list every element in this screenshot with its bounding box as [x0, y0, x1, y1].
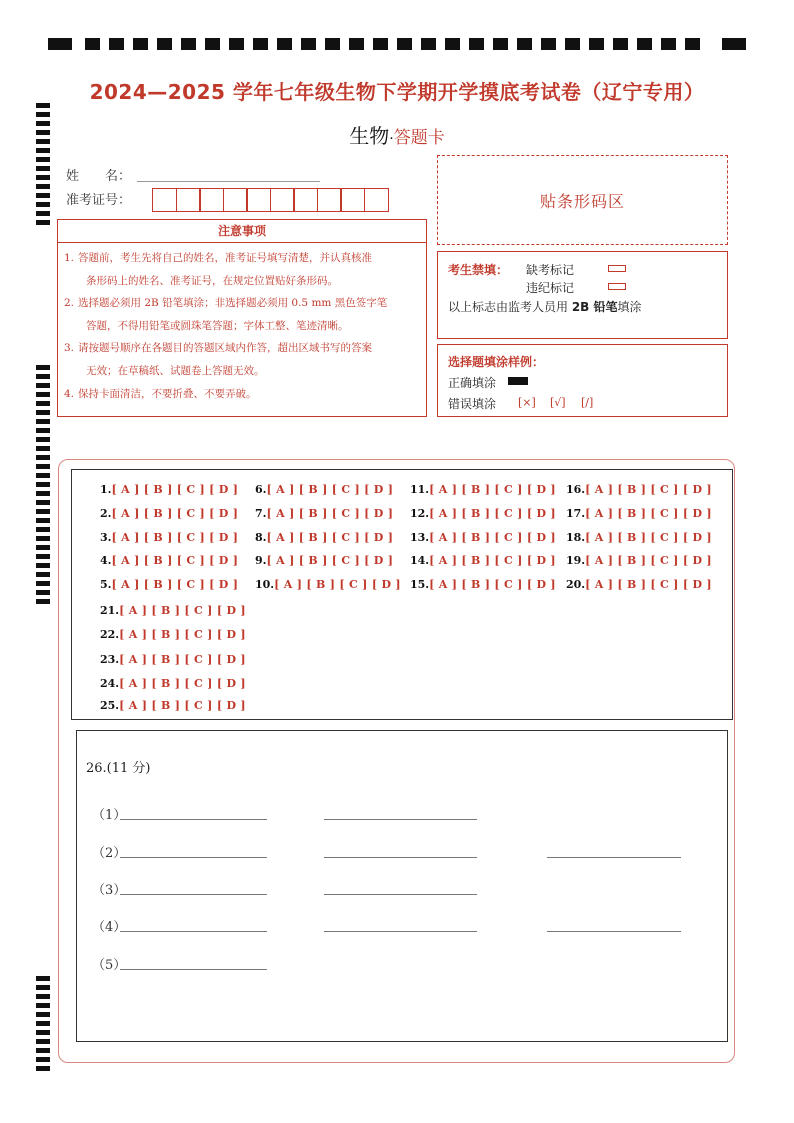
exam-title: 2024—2025 学年七年级生物下学期开学摸底考试卷（辽宁专用）	[89, 80, 705, 104]
notice-item	[64, 247, 418, 270]
answer-options[interactable]: [ A ] [ B ] [ C ] [ D ]	[266, 531, 394, 544]
timing-mark	[36, 392, 50, 397]
choice-question-20[interactable]	[566, 578, 712, 591]
part-4-label: （4）	[92, 920, 127, 935]
notice-item-number	[64, 315, 78, 338]
examiner-note-post: 填涂	[617, 300, 642, 314]
barcode-label: 贴条形码区	[539, 191, 625, 211]
choice-question-11[interactable]	[410, 483, 556, 496]
notice-item-number: 1.	[64, 252, 75, 264]
timing-mark	[613, 38, 628, 50]
timing-mark	[253, 38, 268, 50]
question-number: 6.	[255, 483, 267, 496]
timing-mark	[48, 38, 72, 50]
subject-name: 生物	[349, 124, 390, 148]
id-digit-box[interactable]	[317, 188, 342, 212]
choice-question-19[interactable]	[566, 554, 712, 567]
wrong-mark-slash: [/]	[581, 396, 594, 409]
part-1-blank-2[interactable]	[324, 818, 477, 820]
question-number: 16.	[566, 483, 586, 496]
question-number: 22.	[100, 628, 120, 641]
notice-item-number	[64, 360, 78, 383]
timing-mark	[36, 419, 50, 424]
barcode-area	[437, 155, 728, 245]
timing-mark	[637, 38, 652, 50]
choice-question-17[interactable]	[566, 507, 712, 520]
answer-options[interactable]: [ A ] [ B ] [ C ] [ D ]	[585, 531, 712, 544]
id-label: 准考证号：	[66, 193, 132, 208]
timing-mark	[157, 38, 172, 50]
answer-options[interactable]: [ A ] [ B ] [ C ] [ D ]	[119, 677, 246, 690]
choice-question-2[interactable]	[100, 507, 238, 520]
answer-options[interactable]: [ A ] [ B ] [ C ] [ D ]	[266, 507, 394, 520]
question-number: 8.	[255, 531, 267, 544]
question-26-title: 26.(11 分)	[86, 761, 151, 776]
question-number: 15.	[410, 578, 430, 591]
question-number: 12.	[410, 507, 430, 520]
answer-options[interactable]: [ A ] [ B ] [ C ] [ D ]	[266, 554, 394, 567]
notice-box	[57, 219, 427, 417]
timing-mark	[36, 112, 50, 117]
timing-mark	[36, 985, 50, 990]
timing-mark	[85, 38, 100, 50]
timing-mark	[722, 38, 746, 50]
id-digit-box[interactable]	[340, 188, 365, 212]
timing-mark	[685, 38, 700, 50]
timing-mark	[36, 563, 50, 568]
id-digit-box[interactable]	[176, 188, 201, 212]
timing-mark	[445, 38, 460, 50]
part-4-blank-2[interactable]	[324, 930, 477, 932]
notice-item	[64, 292, 418, 315]
question-number: 5.	[100, 578, 112, 591]
notice-list	[58, 243, 426, 405]
part-5-label: （5）	[92, 958, 127, 973]
timing-mark	[36, 1048, 50, 1053]
id-digit-box[interactable]	[270, 188, 295, 212]
notice-item-text: 选择题必须用 2B 铅笔填涂；非选择题必须用 0.5 mm 黑色签字笔	[78, 297, 388, 310]
timing-mark	[421, 38, 436, 50]
examiner-only-box	[437, 251, 728, 339]
question-number: 17.	[566, 507, 586, 520]
timing-mark	[36, 1030, 50, 1035]
timing-mark	[36, 536, 50, 541]
examiner-note	[448, 298, 642, 315]
timing-mark	[36, 410, 50, 415]
timing-mark	[36, 455, 50, 460]
timing-mark	[325, 38, 340, 50]
forbidden-heading: 考生禁填：	[448, 263, 509, 277]
answer-options[interactable]: [ A ] [ B ] [ C ] [ D ]	[111, 507, 239, 520]
exam-id-boxes[interactable]	[152, 188, 387, 212]
part-1-label: （1）	[92, 808, 127, 823]
notice-item	[64, 383, 418, 406]
timing-mark	[36, 383, 50, 388]
notice-item-text: 答题，不得用铅笔或圆珠笔答题；字体工整、笔迹清晰。	[86, 319, 349, 332]
timing-mark	[36, 491, 50, 496]
timing-mark	[36, 482, 50, 487]
choice-question-9[interactable]	[255, 554, 393, 567]
notice-item	[64, 315, 418, 338]
choice-question-16[interactable]	[566, 483, 712, 496]
timing-mark	[301, 38, 316, 50]
timing-mark	[36, 545, 50, 550]
timing-mark	[277, 38, 292, 50]
notice-item-number: 3.	[64, 342, 75, 355]
answer-options[interactable]: [ A ] [ B ] [ C ] [ D ]	[111, 531, 239, 544]
timing-mark	[36, 428, 50, 433]
answer-options[interactable]: [ A ] [ B ] [ C ] [ D ]	[429, 578, 556, 591]
timing-mark	[36, 590, 50, 595]
question-number: 2.	[100, 507, 112, 520]
timing-mark	[469, 38, 484, 50]
correct-fill-mark	[508, 377, 528, 385]
timing-mark	[36, 184, 50, 189]
answer-options[interactable]: [ A ] [ B ] [ C ] [ D ]	[266, 483, 394, 496]
timing-mark	[205, 38, 220, 50]
notice-item-text: 条形码上的姓名、准考证号，在规定位置贴好条形码。	[86, 274, 338, 287]
part-3-blank-2[interactable]	[324, 893, 477, 895]
notice-item	[64, 337, 418, 360]
answer-options[interactable]: [ A ] [ B ] [ C ] [ D ]	[585, 507, 712, 520]
question-number: 1.	[100, 483, 112, 496]
question-number: 4.	[100, 554, 112, 567]
question-number: 3.	[100, 531, 112, 544]
notice-item-text: 无效；在草稿纸、试题卷上答题无效。	[86, 364, 265, 377]
choice-question-13[interactable]	[410, 531, 556, 544]
notice-heading: 注意事项	[58, 220, 426, 243]
timing-mark	[36, 994, 50, 999]
card-label: 答题卡	[393, 128, 445, 148]
timing-mark	[36, 599, 50, 604]
choice-question-8[interactable]	[255, 531, 393, 544]
answer-options[interactable]: [ A ] [ B ] [ C ] [ D ]	[429, 531, 556, 544]
answer-options[interactable]: [ A ] [ B ] [ C ] [ D ]	[119, 604, 246, 617]
examiner-note-pre: 以上标志由监考人员用	[448, 300, 572, 314]
notice-item-number: 4.	[64, 387, 75, 400]
timing-mark	[36, 554, 50, 559]
timing-mark	[36, 1003, 50, 1008]
timing-marks-left-middle	[36, 365, 52, 600]
timing-mark	[36, 175, 50, 180]
timing-mark	[36, 1012, 50, 1017]
choice-question-7[interactable]	[255, 507, 393, 520]
fill-sample-box	[437, 344, 728, 417]
timing-mark	[661, 38, 676, 50]
answer-options[interactable]: [ A ] [ B ] [ C ] [ D ]	[111, 578, 239, 591]
question-number: 23.	[100, 653, 120, 666]
examiner-note-bold: 2B 铅笔	[571, 300, 618, 314]
part-3-blank-1[interactable]	[120, 893, 267, 895]
short-answer-area	[76, 730, 728, 1042]
answer-options[interactable]: [ A ] [ B ] [ C ] [ D ]	[274, 578, 401, 591]
subtitle-separator: ·	[389, 131, 394, 147]
name-field[interactable]	[137, 180, 320, 182]
timing-mark	[36, 220, 50, 225]
timing-mark	[36, 518, 50, 523]
answer-options[interactable]: [ A ] [ B ] [ C ] [ D ]	[429, 483, 556, 496]
question-number: 20.	[566, 578, 586, 591]
choice-question-23[interactable]	[100, 653, 246, 666]
part-2-blank-2[interactable]	[324, 856, 477, 858]
correct-fill-label: 正确填涂	[448, 376, 497, 390]
part-3-label: （3）	[92, 883, 127, 898]
timing-mark	[493, 38, 508, 50]
choice-question-14[interactable]	[410, 554, 556, 567]
timing-marks-left-lower	[36, 976, 52, 1068]
question-number: 14.	[410, 554, 430, 567]
part-4-blank-1[interactable]	[120, 930, 267, 932]
id-digit-box[interactable]	[293, 188, 318, 212]
id-digit-box[interactable]	[199, 188, 224, 212]
timing-mark	[589, 38, 604, 50]
id-digit-box[interactable]	[364, 188, 389, 212]
id-digit-box[interactable]	[246, 188, 271, 212]
part-2-blank-1[interactable]	[120, 856, 267, 858]
timing-mark	[36, 1057, 50, 1062]
timing-mark	[36, 446, 50, 451]
fill-sample-heading: 选择题填涂样例：	[448, 355, 545, 369]
choice-question-25[interactable]	[100, 699, 246, 712]
question-number: 7.	[255, 507, 267, 520]
timing-mark	[36, 211, 50, 216]
notice-item-text: 答题前，考生先将自己的姓名，准考证号填写清楚，并认真核准	[78, 252, 372, 264]
answer-options[interactable]: [ A ] [ B ] [ C ] [ D ]	[585, 483, 712, 496]
timing-mark	[181, 38, 196, 50]
id-digit-box[interactable]	[223, 188, 248, 212]
timing-mark	[36, 581, 50, 586]
choice-question-1[interactable]	[100, 483, 238, 496]
timing-mark	[36, 976, 50, 981]
timing-mark	[36, 374, 50, 379]
part-2-blank-3[interactable]	[547, 856, 681, 858]
question-number: 19.	[566, 554, 586, 567]
answer-options[interactable]: [ A ] [ B ] [ C ] [ D ]	[429, 554, 556, 567]
timing-mark	[36, 1039, 50, 1044]
choice-question-5[interactable]	[100, 578, 238, 591]
timing-mark	[541, 38, 556, 50]
id-digit-box[interactable]	[152, 188, 177, 212]
choice-question-10[interactable]	[255, 578, 401, 591]
timing-mark	[36, 500, 50, 505]
answer-options[interactable]: [ A ] [ B ] [ C ] [ D ]	[119, 653, 246, 666]
timing-mark	[133, 38, 148, 50]
notice-item	[64, 360, 418, 383]
timing-mark	[36, 509, 50, 514]
part-5-blank-1[interactable]	[120, 968, 267, 970]
wrong-mark-cross: [×]	[518, 396, 536, 409]
question-number: 18.	[566, 531, 586, 544]
question-number: 13.	[410, 531, 430, 544]
part-4-blank-3[interactable]	[547, 930, 681, 932]
timing-mark	[36, 202, 50, 207]
absent-label: 缺考标记	[526, 263, 575, 277]
timing-mark	[36, 193, 50, 198]
part-1-blank-1[interactable]	[120, 818, 267, 820]
timing-mark	[517, 38, 532, 50]
question-number: 11.	[410, 483, 430, 496]
timing-mark	[36, 166, 50, 171]
answer-options[interactable]: [ A ] [ B ] [ C ] [ D ]	[111, 483, 239, 496]
question-number: 21.	[100, 604, 120, 617]
choice-question-6[interactable]	[255, 483, 393, 496]
notice-item-text: 请按题号顺序在各题目的答题区域内作答，超出区域书写的答案	[78, 342, 372, 355]
timing-mark	[36, 473, 50, 478]
part-2-label: （2）	[92, 846, 127, 861]
timing-mark	[565, 38, 580, 50]
timing-mark	[36, 365, 50, 370]
timing-mark	[373, 38, 388, 50]
answer-options[interactable]: [ A ] [ B ] [ C ] [ D ]	[111, 554, 239, 567]
choice-question-18[interactable]	[566, 531, 712, 544]
choice-question-12[interactable]	[410, 507, 556, 520]
absent-mark-box[interactable]	[608, 265, 626, 272]
card-subtitle	[0, 120, 794, 149]
answer-options[interactable]: [ A ] [ B ] [ C ] [ D ]	[119, 628, 246, 641]
answer-options[interactable]: [ A ] [ B ] [ C ] [ D ]	[119, 699, 246, 712]
timing-mark	[109, 38, 124, 50]
question-number: 10.	[255, 578, 275, 591]
choice-question-3[interactable]	[100, 531, 238, 544]
question-number: 9.	[255, 554, 267, 567]
question-number: 25.	[100, 699, 120, 712]
choice-question-4[interactable]	[100, 554, 238, 567]
timing-mark	[36, 437, 50, 442]
notice-item	[64, 270, 418, 293]
timing-mark	[36, 401, 50, 406]
violation-label: 违纪标记	[526, 281, 575, 295]
notice-item-number: 2.	[64, 297, 75, 310]
name-label: 姓 名：	[66, 169, 132, 184]
choice-question-21[interactable]	[100, 604, 246, 617]
timing-mark	[36, 572, 50, 577]
timing-mark	[397, 38, 412, 50]
wrong-mark-check: [√]	[550, 396, 566, 409]
timing-mark	[36, 1021, 50, 1026]
choice-question-22[interactable]	[100, 628, 246, 641]
choice-question-24[interactable]	[100, 677, 246, 690]
answer-options[interactable]: [ A ] [ B ] [ C ] [ D ]	[429, 507, 556, 520]
answer-options[interactable]: [ A ] [ B ] [ C ] [ D ]	[585, 578, 712, 591]
timing-mark	[36, 527, 50, 532]
notice-item-text: 保持卡面清洁，不要折叠、不要弄破。	[78, 387, 257, 400]
timing-mark	[36, 464, 50, 469]
violation-mark-box[interactable]	[608, 283, 626, 290]
notice-item-number	[64, 270, 78, 293]
wrong-fill-label: 错误填涂	[448, 397, 497, 411]
timing-marks-top	[48, 38, 746, 52]
timing-mark	[36, 1066, 50, 1071]
timing-mark	[229, 38, 244, 50]
timing-mark	[36, 157, 50, 162]
answer-options[interactable]: [ A ] [ B ] [ C ] [ D ]	[585, 554, 712, 567]
timing-mark	[349, 38, 364, 50]
choice-question-15[interactable]	[410, 578, 556, 591]
question-number: 24.	[100, 677, 120, 690]
